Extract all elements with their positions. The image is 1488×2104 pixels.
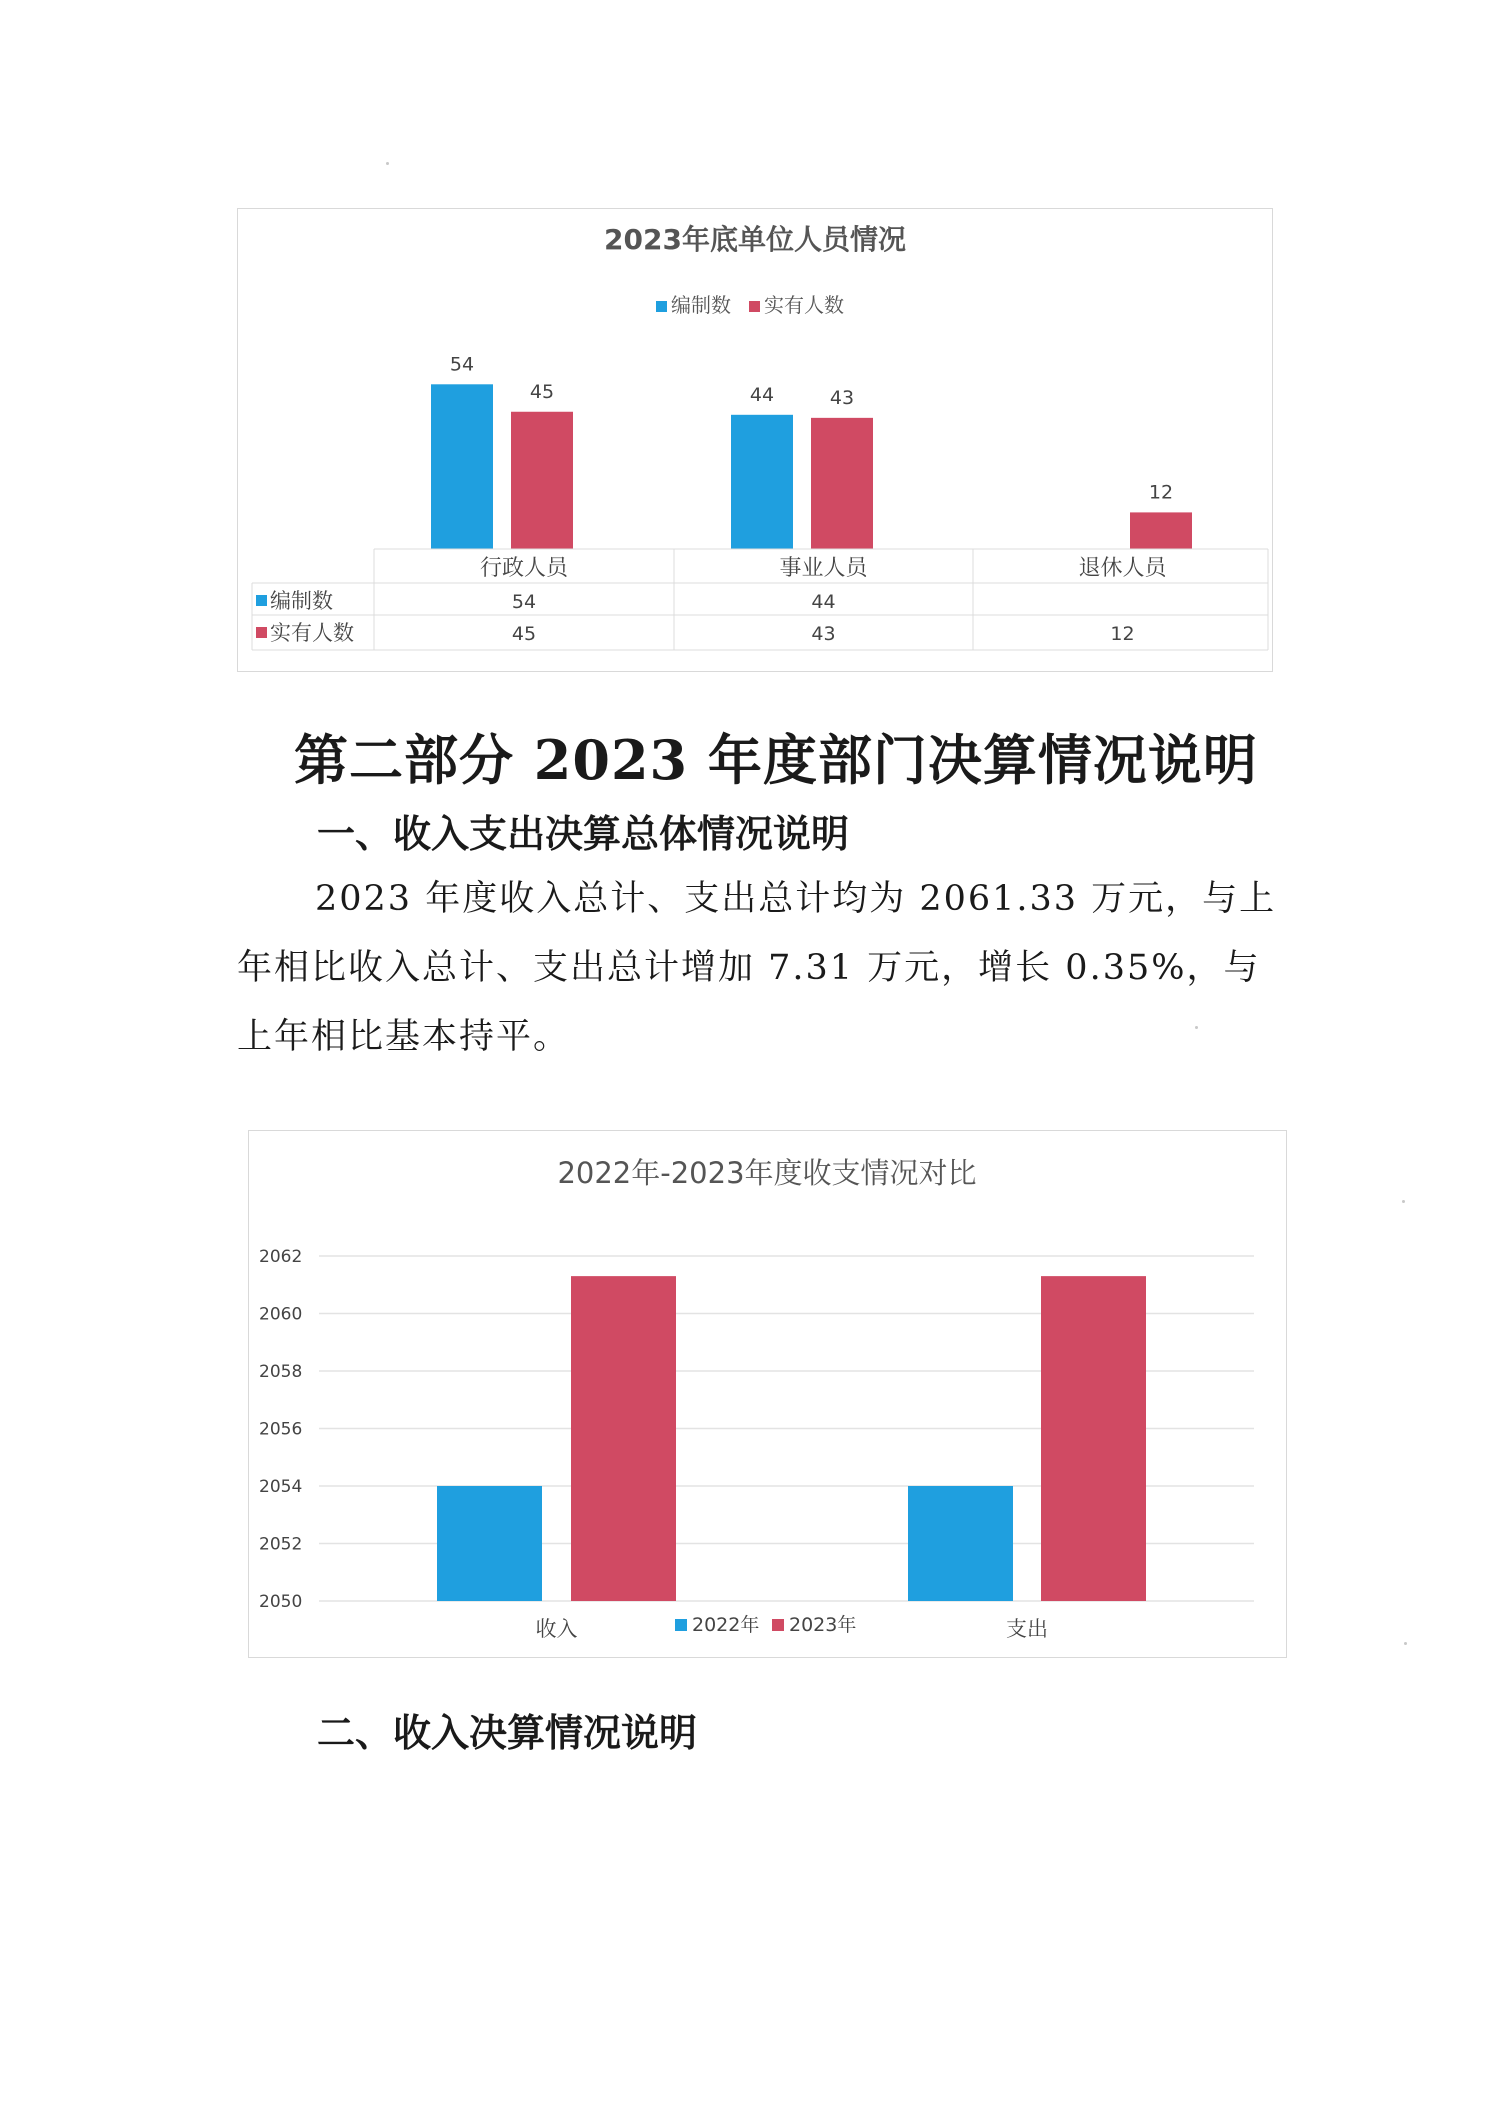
staff-chart-svg [238,209,1272,671]
table-cell-value: 45 [511,623,537,645]
table-cell-value: 54 [511,591,537,613]
x-category-label: 支出 [1006,1617,1048,1641]
data-label: 43 [829,386,855,409]
legend-label-2: 2023年 [789,1614,857,1636]
section1-title: 一、收入支出决算总体情况说明 [317,812,850,856]
table-series-swatch [256,595,267,606]
section1-paragraph: 2023 年度收入总计、支出总计均为 2061.33 万元，与上年相比收入总计、支出总计增加 7.31 万元，增长 0.35%，与上年相比基本持平。 [237,879,1277,1057]
income-expense-chart-svg [249,1131,1286,1657]
scan-speck [386,162,389,165]
bar [511,412,573,549]
y-tick-label: 2058 [259,1362,303,1382]
bar [811,418,873,549]
table-category-label: 行政人员 [479,556,569,581]
legend-label-1: 2022年 [692,1614,760,1636]
y-tick-label: 2054 [259,1477,303,1497]
data-label: 45 [529,380,555,403]
bar [1041,1276,1146,1601]
data-label: 12 [1148,481,1174,504]
bar [731,415,793,549]
bar [431,384,493,549]
y-tick-label: 2062 [259,1247,303,1267]
bar [571,1276,676,1601]
data-label: 44 [749,383,775,406]
table-cell-value: 43 [811,623,836,645]
scan-speck [1404,1642,1407,1645]
data-label: 54 [449,353,475,376]
legend-swatch-1 [675,1619,687,1631]
table-category-label: 退休人员 [1078,556,1167,581]
legend-swatch-2 [749,301,760,312]
scan-speck [1402,1200,1405,1203]
table-series-swatch [256,627,267,638]
legend-swatch-1 [656,301,667,312]
chart-title: 2023年底单位人员情况 [604,223,906,256]
bar [437,1486,542,1601]
y-tick-label: 2050 [259,1592,303,1612]
table-cell-value: 12 [1110,623,1135,645]
y-tick-label: 2052 [259,1534,303,1555]
section2-title: 二、收入决算情况说明 [317,1711,698,1755]
y-tick-label: 2060 [259,1304,303,1325]
income-expense-chart [248,1130,1287,1658]
table-cell-value: 44 [811,591,836,613]
table-category-label: 事业人员 [779,556,868,581]
y-tick-label: 2056 [259,1419,303,1440]
table-series-label: 实有人数 [270,621,354,645]
legend-label-1: 编制数 [671,293,731,317]
scan-speck [1195,1026,1198,1029]
table-series-label: 编制数 [270,589,333,613]
staff-chart [237,208,1273,672]
part-two-heading: 第二部分 2023 年度部门决算情况说明 [294,728,1258,792]
legend-label-2: 实有人数 [764,293,844,317]
chart-title: 2022年-2023年度收支情况对比 [557,1156,977,1190]
legend-swatch-2 [772,1619,784,1631]
bar [908,1486,1013,1601]
x-category-label: 收入 [535,1617,578,1641]
bar [1130,512,1192,549]
